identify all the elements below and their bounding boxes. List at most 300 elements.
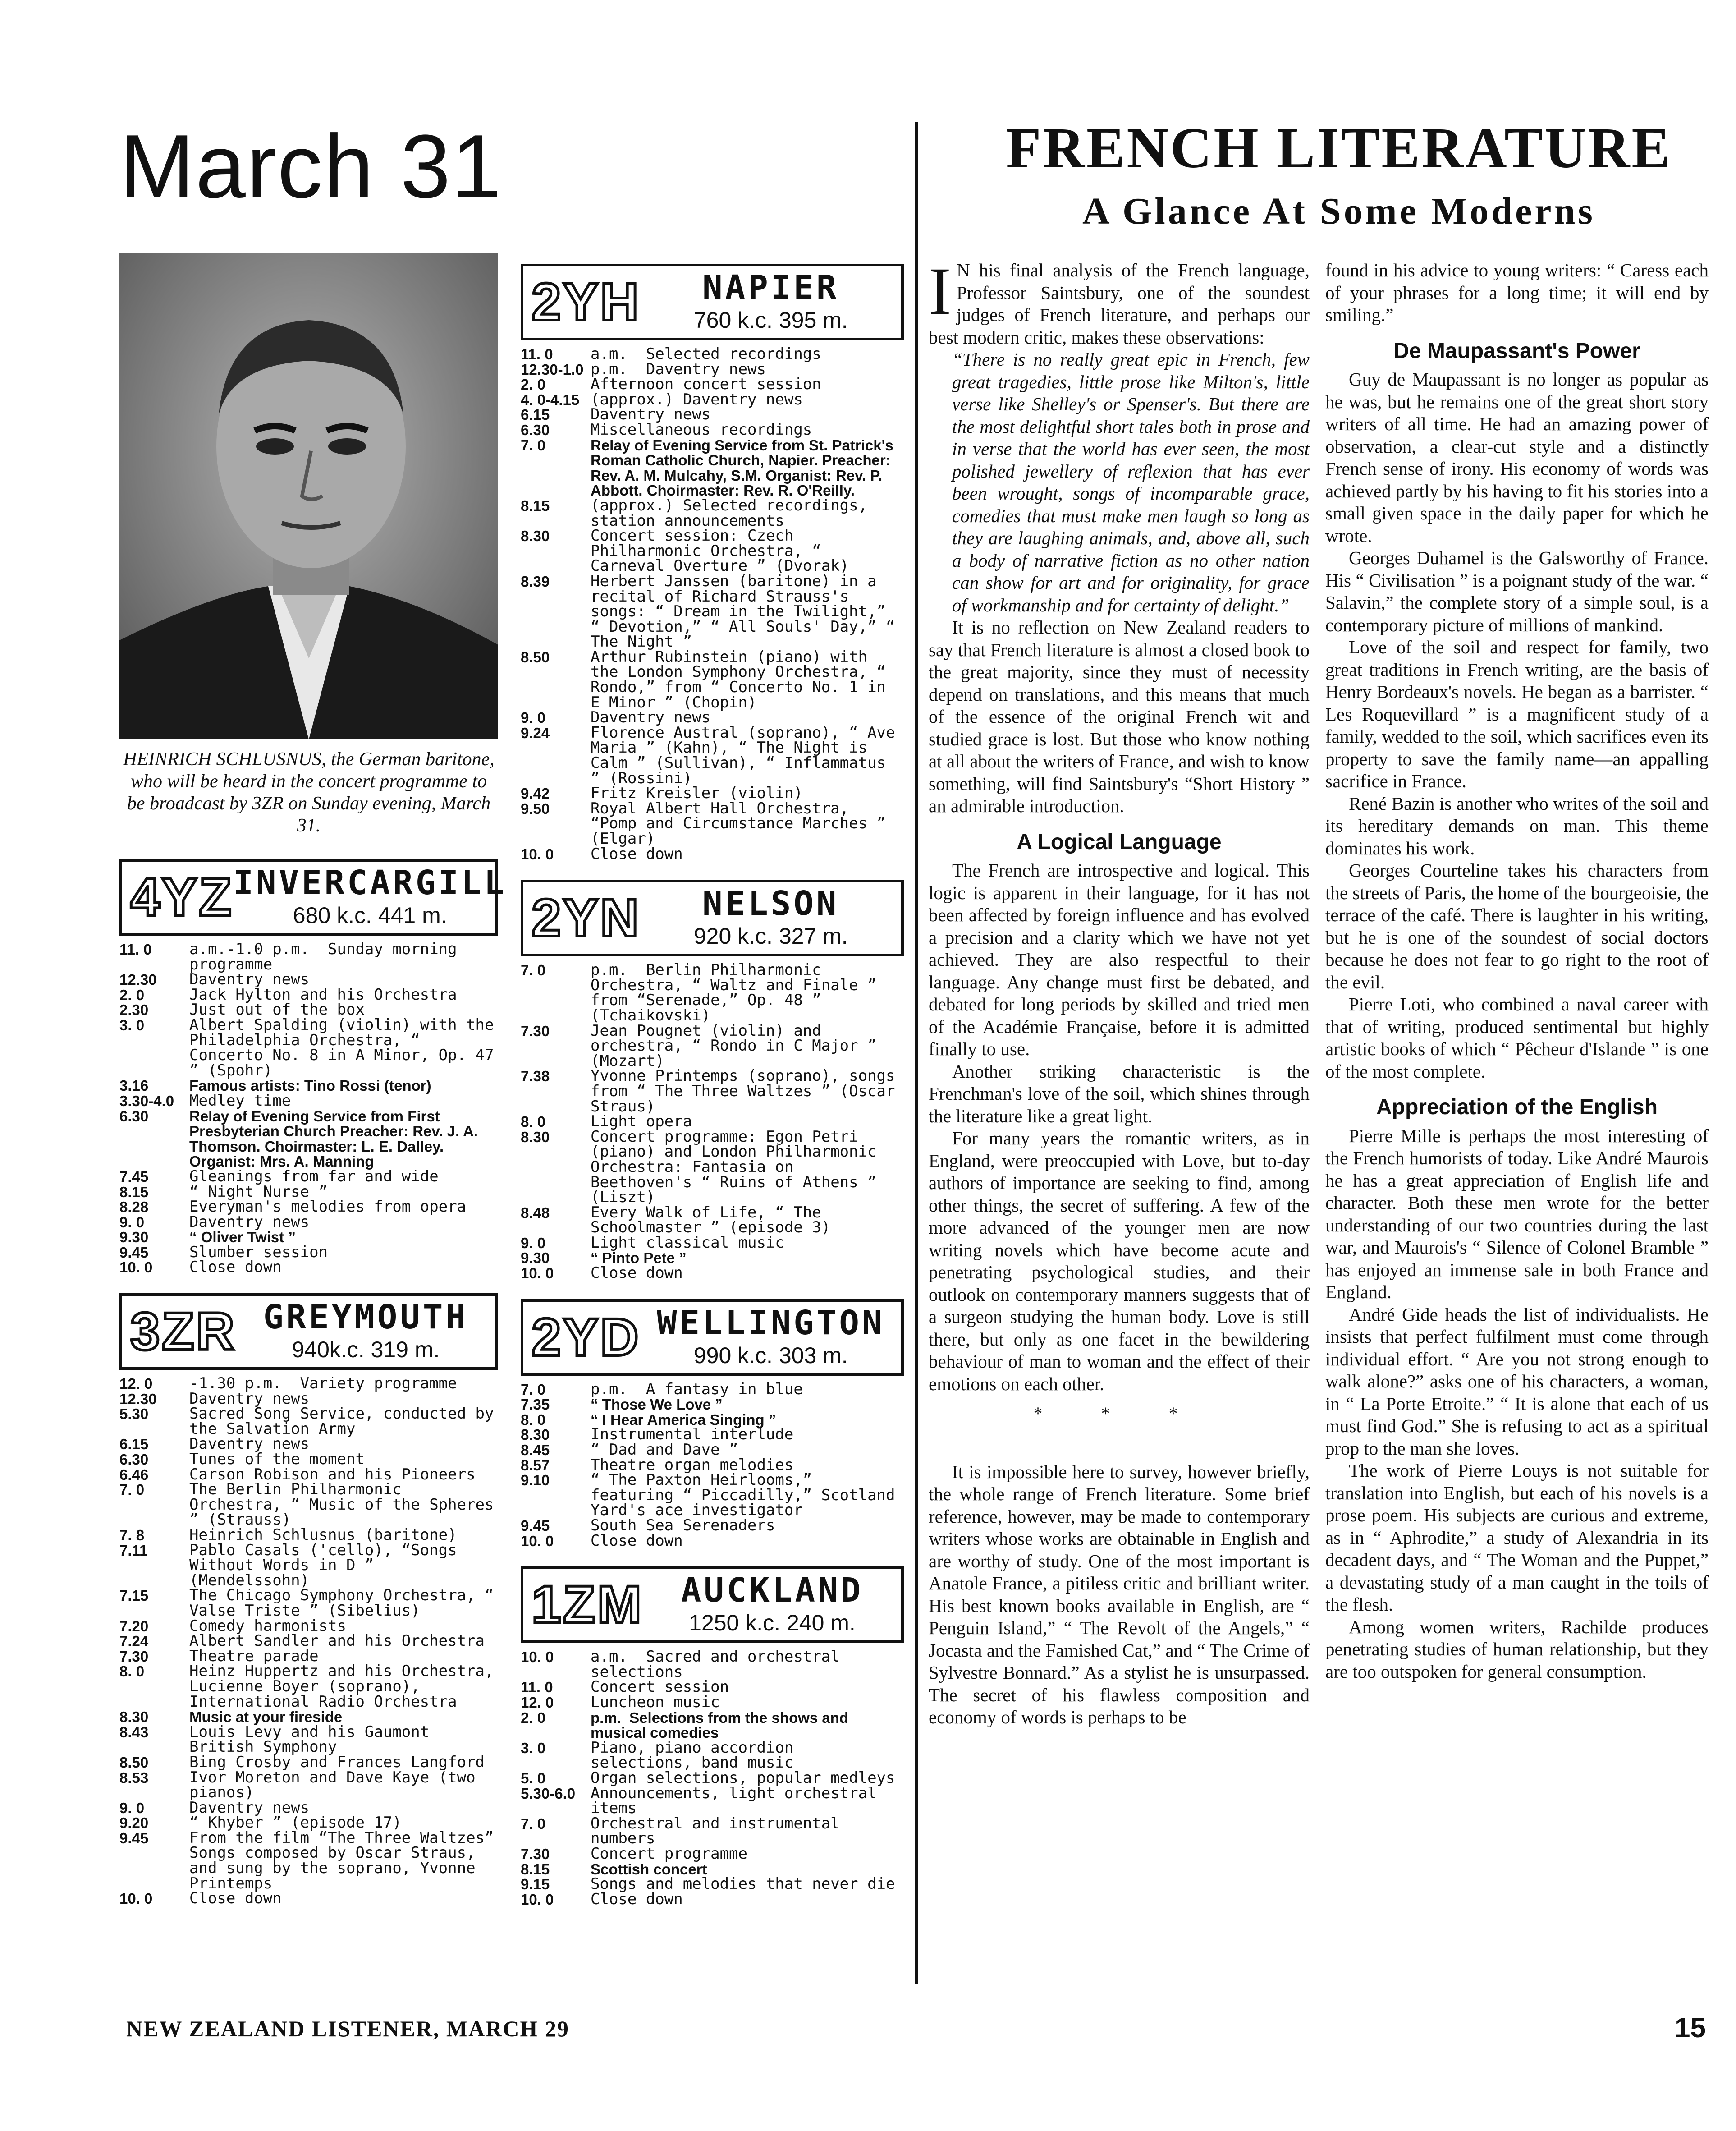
schedule-description: Carson Robison and his Pioneers [189, 1465, 476, 1483]
schedule-description: “ Those We Love ” [591, 1396, 723, 1413]
schedule-description: Daventry news [591, 405, 711, 424]
station-frequency: 940k.c. 319 m. [292, 1337, 440, 1363]
article-paragraph: André Gide heads the list of individualists. He insists that perfect fulfilment must come through individual effort. “ Are you not strong enough to walk alone?” asks one of his characters, a woman, in “ La Porte Etroite.” “ It is alone that each of us must find God.” She is refusing to act as a spiritual prop to the man she loves. [1325, 1304, 1709, 1459]
schedule-row [119, 1467, 498, 1483]
schedule-row [119, 1755, 498, 1770]
schedule-row [521, 1695, 904, 1710]
schedule-row [119, 972, 498, 987]
schedule-description: “ The Paxton Heirlooms,” featuring “ Piccadilly,” Scotland Yard's ace investigator [591, 1471, 904, 1520]
schedule-description: (approx.) Daventry news [591, 390, 803, 409]
schedule-description: Ivor Moreton and Dave Kaye (two pianos) [189, 1768, 485, 1802]
schedule-row [521, 1473, 904, 1518]
schedule-description: Fritz Kreisler (violin) [591, 784, 803, 803]
schedule-description: The Berlin Philharmonic Orchestra, “ Music of the Spheres ” (Strauss) [189, 1480, 503, 1529]
schedule-row [119, 1093, 498, 1109]
schedule-time: 7.35 [521, 1396, 550, 1413]
article-paragraph: Love of the soil and respect for family, two great traditions in French writing, are the basis of Henry Bordeaux's novels. He began as a barrister. “ Les Roquevillard ” is a magnificent study of a family, wedded to the soil, which sacrifices even its property to save the family name—an appalling sacrifice in France. [1325, 637, 1709, 791]
schedule-time: 3. 0 [119, 1016, 145, 1033]
schedule-description: Louis Levy and his Gaumont British Symphony [189, 1722, 439, 1756]
schedule-time: 5. 0 [521, 1769, 546, 1787]
section-break-stars: * * * [1033, 1403, 1205, 1424]
schedule-row [521, 1250, 904, 1266]
schedule-time: 8.30 [119, 1708, 149, 1726]
photo-caption: HEINRICH SCHLUSNUS, the German baritone, who will be heard in the concert programme to be broadcast by 3ZR on Sunday evening, March 31. [123, 749, 495, 836]
schedule-row [521, 1710, 904, 1741]
schedule-time: 8. 0 [521, 1113, 546, 1130]
schedule-row [521, 1397, 904, 1412]
schedule-time: 3.16 [119, 1077, 149, 1094]
schedule-time: 8.30 [521, 528, 550, 545]
schedule-description: Daventry news [189, 1435, 310, 1453]
schedule-description: Heinz Huppertz and his Orchestra, Lucienne Boyer (soprano), International Radio Orchestra [189, 1662, 503, 1711]
schedule-row [119, 1722, 498, 1756]
column-divider [915, 122, 918, 1984]
portrait-image [119, 253, 498, 739]
schedule-row [119, 1078, 498, 1093]
schedule-description: Everyman's melodies from opera [189, 1198, 467, 1216]
schedule-time: 7.20 [119, 1617, 149, 1635]
schedule-row [521, 801, 904, 847]
schedule-description: “ Oliver Twist ” [189, 1229, 296, 1246]
schedule-description: Royal Albert Hall Orchestra, “Pomp and Circumstance Marches ” (Elgar) [591, 799, 895, 848]
station-name: INVERCARGILL [233, 863, 507, 902]
schedule-row [521, 1427, 904, 1442]
section-heading: A Logical Language [1017, 830, 1222, 854]
schedule-row [119, 1543, 498, 1589]
schedule-column-left [119, 859, 507, 1908]
schedule-time: 5.30-6.0 [521, 1785, 576, 1802]
schedule-row [521, 420, 904, 439]
schedule-time: 9.24 [521, 724, 550, 741]
article-paragraph: Georges Courteline takes his characters from the streets of Paris, the home of the bourgeoisie, the terrace of the café. There is laughter in his writing, but he is one of the soundest of social doctors because he does not fear to go right to the root of the evil. [1325, 860, 1709, 992]
schedule-time: 8.50 [119, 1754, 149, 1771]
schedule-row [119, 1199, 498, 1215]
schedule-row [521, 1127, 904, 1207]
station-header-1zm [521, 1566, 904, 1643]
schedule-time: 9. 0 [521, 709, 546, 726]
schedule-description: Close down [591, 1531, 683, 1550]
paragraph-text: N his final analysis of the French language, Professor Saintsbury, one of the soundest judges of French literature, and perhaps our best modern critic, makes these observations: [929, 260, 1310, 348]
schedule-row [119, 1405, 503, 1438]
schedule-description: Close down [189, 1889, 282, 1908]
schedule-description: p.m. Daventry news [591, 360, 766, 378]
schedule-time: 10. 0 [119, 1259, 153, 1276]
station-name: WELLINGTON [657, 1303, 885, 1342]
schedule-description: Miscellaneous recordings [591, 420, 812, 439]
schedule-time: 9.15 [521, 1876, 550, 1893]
schedule-description: a.m. Selected recordings [591, 345, 821, 363]
schedule-row [521, 362, 904, 377]
schedule-time: 12.30 [119, 971, 157, 988]
schedule-description: p.m. A fantasy in blue [591, 1380, 803, 1398]
schedule-description: Albert Sandler and his Orchestra [189, 1632, 485, 1650]
schedule-description: Close down [591, 845, 683, 863]
schedule-description: Daventry news [189, 1798, 310, 1817]
schedule-time: 8.43 [119, 1723, 149, 1741]
schedule-description: Close down [591, 1890, 683, 1908]
schedule-time: 2. 0 [521, 376, 546, 393]
schedule-time: 8.30 [521, 1128, 550, 1145]
schedule-row [521, 347, 904, 362]
schedule-time: 7.30 [119, 1648, 149, 1665]
schedule-row [521, 498, 904, 528]
schedule-description: Gleanings from far and wide [189, 1167, 439, 1185]
schedule-description: Instrumental interlude [591, 1425, 794, 1444]
schedule-description: “ Khyber ” (episode 17) [189, 1814, 402, 1832]
schedule-description: Heinrich Schlusnus (baritone) [189, 1526, 457, 1544]
schedule-row [119, 1212, 498, 1231]
schedule-row [521, 1862, 904, 1877]
schedule-time: 9. 0 [119, 1213, 145, 1231]
schedule-description: Jean Pougnet (violin) and orchestra, “ Rondo in C Major ” (Mozart) [591, 1021, 886, 1070]
schedule-row [119, 1815, 498, 1831]
section-heading: De Maupassant's Power [1393, 339, 1640, 363]
schedule-row [521, 377, 904, 392]
schedule-row [119, 942, 498, 972]
schedule-row [119, 1245, 498, 1260]
schedule-description: Concert programme: Egon Petri (piano) and London Philharmonic Orchestra: Fantasia on Beethoven's “ Ruins of Athens ” (Liszt) [591, 1127, 886, 1207]
article-paragraph: Guy de Maupassant is no longer as popular as he was, but he remains one of the great short story writers of all time. He had an amazing power of observation, a clear-cut style and a distinctly French sense of irony. His economy of words was achieved partly by his having to fit his stories into a small given space in the daily paper for which he wrote. [1325, 369, 1709, 546]
schedule-time: 10. 0 [521, 1265, 554, 1282]
schedule-time: 12.30-1.0 [521, 361, 584, 378]
schedule-description: Concert session: Czech Philharmonic Orchestra, “ Carneval Overture ” (Dvorak) [591, 527, 849, 575]
schedule-row [119, 1002, 498, 1018]
schedule-row [521, 723, 904, 787]
article-paragraph: It is no reflection on New Zealand readers to say that French literature is almost a closed book to the great majority, since they must of necessity depend on translations, and this means that much of the essence of the original French wit and studied grace is lost. But those who know nothing at all about the writers of France, and wish to know something, will find Saintsbury's “Short History ” an admirable introduction. [929, 617, 1310, 816]
article-paragraph: René Bazin is another who writes of the soil and its hereditary demands on man. This theme dominates his work. [1325, 793, 1709, 859]
schedule-row [521, 1458, 904, 1473]
schedule-description: Every Walk of Life, “ The Schoolmaster ” (episode 3) [591, 1203, 831, 1237]
schedule-time: 7. 0 [521, 436, 546, 454]
schedule-description: a.m.-1.0 p.m. Sunday morning programme [189, 940, 467, 974]
station-callsign: 2YD [531, 1307, 641, 1367]
schedule-row [119, 1452, 498, 1467]
schedule-description: Daventry news [189, 1389, 310, 1408]
schedule-time: 8.15 [521, 497, 550, 514]
article-paragraph: The work of Pierre Louys is not suitable for translation into English, but each of his novels is a prose poem. His subjects are curious and extreme, as in “ Aphrodite,” a study of Alexandria in its decadent days, and “ The Woman and the Puppet,” a devastating study of a man caught in the toils of the flesh. [1325, 1460, 1709, 1615]
schedule-row [521, 1412, 904, 1428]
schedule-row [119, 1376, 498, 1392]
schedule-column-middle [521, 264, 904, 1907]
schedule-description: “ I Hear America Singing ” [591, 1411, 776, 1428]
schedule-time: 4. 0-4.15 [521, 391, 580, 408]
schedule-row [521, 1786, 904, 1816]
schedule-description: -1.30 p.m. Variety programme [189, 1374, 457, 1393]
schedule-row [119, 1800, 498, 1816]
schedule-time: 9.45 [521, 1517, 550, 1534]
schedule-description: Orchestral and instrumental numbers [591, 1814, 849, 1848]
schedule-description: p.m. Berlin Philharmonic Orchestra, “ Waltz and Finale ” from “Serenade,” Op. 48 ” (Tchaikovski) [591, 961, 886, 1024]
schedule-time: 10. 0 [521, 845, 554, 863]
schedule-row [119, 1891, 498, 1906]
schedule-time: 7.15 [119, 1587, 149, 1604]
station-name: NAPIER [702, 268, 839, 307]
station-header-2yn [521, 880, 904, 956]
schedule-description: Pablo Casals ('cello), “Songs Without Words in D ” (Mendelssohn) [189, 1541, 467, 1589]
schedule-time: 7. 0 [521, 962, 546, 979]
schedule-description: Jack Hylton and his Orchestra [189, 985, 457, 1004]
schedule-row [521, 1892, 904, 1907]
article-paragraph: The French are introspective and logical. This logic is apparent in their language, for it has not been affected by foreign influence and has evolved a precision and a clarity which we have not yet achieved. They are also respectful to their language. Any change must first be debated, and debated for long periods by skilled and tried men of the Académie Française, before it is admitted finally to use. [929, 860, 1310, 1059]
schedule-description: Close down [591, 1264, 683, 1282]
schedule-row [521, 1768, 904, 1787]
schedule-row [119, 1437, 498, 1452]
schedule-time: 7. 0 [119, 1481, 145, 1498]
schedule-description: Daventry news [189, 970, 310, 989]
schedule-row [521, 528, 904, 574]
schedule-description: Concert programme [591, 1844, 747, 1863]
schedule-time: 9.10 [521, 1472, 550, 1489]
schedule-time: 3.30-4.0 [119, 1092, 174, 1109]
schedule-description: From the film “The Three Waltzes” Songs composed by Oscar Straus, and sung by the soprano, Yvonne Printemps [189, 1828, 503, 1892]
station-frequency: 1250 k.c. 240 m. [689, 1610, 856, 1636]
station-callsign: 3ZR [130, 1302, 236, 1362]
schedule-description: Medley time [189, 1091, 291, 1110]
schedule-time: 9.50 [521, 800, 550, 817]
schedule-time: 9.20 [119, 1814, 149, 1832]
schedule-row [119, 1649, 498, 1664]
schedule-row [521, 1816, 904, 1846]
schedule-row [119, 1634, 498, 1649]
schedule-time: 8.39 [521, 573, 550, 590]
schedule-description: Scottish concert [591, 1860, 707, 1878]
schedule-description: Announcements, light orchestral items [591, 1784, 886, 1818]
schedule-description: Bing Crosby and Frances Langford [189, 1753, 485, 1771]
schedule-description: Yvonne Printemps (soprano), songs from “ The Three Waltzes ” (Oscar Straus) [591, 1067, 904, 1116]
schedule-row [521, 1266, 904, 1281]
schedule-description: Piano, piano accordion selections, band music [591, 1738, 803, 1772]
schedule-time: 12. 0 [521, 1694, 554, 1711]
schedule-row [119, 1182, 498, 1201]
schedule-description: Just out of the box [189, 1001, 365, 1019]
schedule-row [521, 1069, 904, 1114]
schedule-row [521, 1518, 904, 1534]
schedule-list-2yh [521, 347, 904, 862]
schedule-row [521, 407, 904, 423]
article-subtitle: A Glance At Some Moderns [1082, 190, 1595, 232]
schedule-time: 10. 0 [521, 1649, 554, 1666]
schedule-row [521, 1531, 904, 1550]
schedule-description: Arthur Rubinstein (piano) with the London Symphony Orchestra, “ Rondo,” from “ Concerto No. 1 in E Minor ” (Chopin) [591, 648, 895, 712]
page-date-heading: March 31 [119, 116, 503, 217]
footer-publication: NEW ZEALAND LISTENER, MARCH 29 [126, 2016, 569, 2041]
article-paragraph: Pierre Mille is perhaps the most interesting of the French humorists of today. Like André Maurois he has a great appreciation of English life and character. Both these men wrote for the better understanding of our two countries during the last war, and Maurois's “ Silence of Colonel Bramble ” has enjoyed an immense sale in both France and England. [1325, 1125, 1709, 1302]
schedule-row [119, 1709, 498, 1725]
schedule-time: 2. 0 [521, 1709, 546, 1726]
schedule-time: 10. 0 [119, 1890, 153, 1907]
schedule-time: 7.11 [119, 1542, 148, 1559]
schedule-time: 8.28 [119, 1199, 149, 1216]
schedule-list-2yd [521, 1382, 904, 1549]
schedule-row [521, 438, 904, 498]
schedule-row [119, 1480, 503, 1529]
schedule-time: 7.30 [521, 1022, 550, 1039]
station-callsign: 2YH [531, 272, 641, 332]
article-paragraph: found in his advice to young writers: “ Caress each of your phrases for a long time; it will end by smiling.” [1325, 260, 1709, 325]
schedule-row [119, 987, 498, 1003]
schedule-row [119, 1770, 498, 1800]
schedule-description: Famous artists: Tino Rossi (tenor) [189, 1077, 431, 1094]
schedule-time: 2.30 [119, 1001, 149, 1019]
schedule-row [119, 1619, 498, 1634]
schedule-description: “ Night Nurse ” [189, 1182, 328, 1201]
schedule-row [521, 650, 904, 710]
schedule-description: The Chicago Symphony Orchestra, “ Valse Triste ” (Sibelius) [189, 1586, 503, 1620]
station-frequency: 680 k.c. 441 m. [293, 903, 447, 928]
schedule-time: 8.15 [119, 1183, 149, 1200]
station-name: AUCKLAND [681, 1571, 864, 1610]
schedule-description: Close down [189, 1258, 282, 1277]
schedule-row [521, 1235, 904, 1251]
schedule-description: Albert Spalding (violin) with the Philadelphia Orchestra, “ Concerto No. 8 in A Minor, Op. 47 ” (Spohr) [189, 1015, 503, 1079]
portrait-photo [119, 253, 498, 739]
schedule-time: 6.15 [119, 1436, 149, 1453]
schedule-time: 7.38 [521, 1068, 550, 1085]
article-paragraph: Among women writers, Rachilde produces penetrating studies of human relationship, but they are too outspoken for general consumption. [1325, 1616, 1709, 1682]
schedule-time: 6.15 [521, 406, 550, 423]
schedule-row [119, 1828, 503, 1892]
schedule-row [521, 574, 904, 650]
schedule-time: 2. 0 [119, 986, 145, 1003]
schedule-time: 3. 0 [521, 1739, 546, 1756]
schedule-time: 6.46 [119, 1466, 149, 1483]
schedule-row [521, 1846, 904, 1862]
schedule-description: a.m. Sacred and orchestral selections [591, 1648, 849, 1681]
schedule-row [521, 1442, 904, 1458]
schedule-row [521, 710, 904, 726]
schedule-row [521, 1877, 904, 1892]
schedule-time: 8.48 [521, 1204, 550, 1221]
station-header-2yh [521, 264, 904, 340]
schedule-time: 12.30 [119, 1390, 157, 1407]
schedule-time: 7.24 [119, 1633, 149, 1650]
article-paragraph: Another striking characteristic is the Frenchman's love of the soil, which shines through the literature like a great light. [929, 1061, 1310, 1126]
schedule-row [119, 1586, 503, 1620]
schedule-description: (approx.) Selected recordings, station announcements [591, 496, 877, 530]
schedule-description: Music at your fireside [189, 1708, 343, 1726]
schedule-description: Daventry news [189, 1212, 310, 1231]
schedule-row [119, 1528, 498, 1543]
schedule-time: 12. 0 [119, 1375, 153, 1392]
schedule-row [119, 1662, 503, 1711]
schedule-time: 9.30 [521, 1249, 550, 1267]
station-callsign: 2YN [531, 888, 641, 948]
schedule-row [521, 847, 904, 862]
schedule-description: “ Pinto Pete ” [591, 1249, 687, 1267]
station-header-3zr [119, 1293, 498, 1370]
article-paragraph: Pierre Loti, who combined a naval career with that of writing, produced sentimental but highly artistic books of which “ Pêcheur d'Islande ” is one of the most complete. [1325, 994, 1709, 1082]
schedule-time: 7. 0 [521, 1815, 546, 1832]
schedule-time: 8.15 [521, 1860, 550, 1878]
schedule-time: 9. 0 [119, 1799, 145, 1816]
schedule-time: 8.45 [521, 1442, 550, 1459]
schedule-time: 7. 8 [119, 1527, 145, 1543]
schedule-time: 11. 0 [119, 941, 152, 958]
schedule-row [521, 1382, 904, 1397]
schedule-row [119, 1260, 498, 1275]
schedule-description: Luncheon music [591, 1693, 720, 1711]
schedule-row [119, 1109, 498, 1169]
schedule-time: 10. 0 [521, 1532, 554, 1549]
schedule-time: 11. 0 [521, 1679, 553, 1696]
schedule-time: 8. 0 [521, 1411, 546, 1428]
schedule-time: 9.45 [119, 1244, 149, 1261]
station-frequency: 990 k.c. 303 m. [693, 1342, 848, 1368]
schedule-description: Theatre parade [189, 1647, 319, 1665]
schedule-time: 6.30 [119, 1107, 149, 1125]
schedule-row [521, 963, 904, 1023]
schedule-description: Light classical music [591, 1233, 784, 1252]
schedule-list-1zm [521, 1649, 904, 1907]
schedule-time: 8. 0 [119, 1663, 145, 1680]
schedule-row [521, 1205, 904, 1235]
schedule-time: 8.53 [119, 1769, 149, 1786]
schedule-time: 9.42 [521, 785, 550, 802]
schedule-time: 9.30 [119, 1229, 149, 1246]
schedule-description: Songs and melodies that never die [591, 1875, 895, 1893]
schedule-description: Theatre organ melodies [591, 1456, 794, 1474]
schedule-time: 6.30 [119, 1451, 149, 1468]
article-column-right [1325, 259, 1709, 1683]
schedule-description: Relay of Evening Service from First Presbyterian Church Preacher: Rev. J. A. Thomson. Choirmaster: L. E. Dalley. Organist: Mrs. A. Manning [189, 1107, 482, 1170]
station-frequency: 760 k.c. 395 m. [693, 308, 848, 333]
schedule-description: Concert session [591, 1678, 729, 1696]
schedule-description: Comedy harmonists [189, 1617, 346, 1635]
article-paragraph: For many years the romantic writers, as in England, were preoccupied with Love, but to-day authors of importance are seeking to find, among other things, the secret of suffering. A few of the more advanced of the younger men are now writing novels which have become acute and penetrating psychological studies, and their outlook on contemporary manners suggests that of a surgeon studying the human body. Love is still there, but only as one facet in the bewildering behaviour of man to woman and the effect of their emotions on each other. [929, 1128, 1310, 1394]
schedule-time: 5.30 [119, 1405, 149, 1423]
schedule-description: Sacred Song Service, conducted by the Salvation Army [189, 1405, 503, 1438]
schedule-description: Afternoon concert session [591, 375, 821, 394]
station-callsign: 1ZM [531, 1575, 643, 1635]
schedule-list-2yn [521, 963, 904, 1281]
station-header-2yd [521, 1299, 904, 1376]
schedule-row [119, 1015, 503, 1079]
schedule-description: “ Dad and Dave ” [591, 1441, 738, 1459]
page-number: 15 [1675, 2012, 1706, 2044]
schedule-row [119, 1169, 498, 1185]
schedule-description: Florence Austral (soprano), “ Ave Maria ” (Kahn), “ The Night is Calm ” (Sullivan), “ Inflammatus ” (Rossini) [591, 723, 904, 787]
schedule-description: Tunes of the moment [189, 1450, 365, 1469]
schedule-description: Organ selections, popular medleys [591, 1768, 895, 1787]
schedule-description: p.m. Selections from the shows and musical comedies [591, 1709, 853, 1741]
station-callsign: 4YZ [130, 868, 234, 927]
schedule-time: 10. 0 [521, 1891, 554, 1908]
schedule-time: 11. 0 [521, 346, 553, 363]
station-name: GREYMOUTH [263, 1298, 468, 1337]
schedule-list-4yz [119, 940, 503, 1277]
schedule-time: 7.45 [119, 1168, 149, 1185]
schedule-description: Slumber session [189, 1243, 328, 1261]
schedule-row [521, 786, 904, 801]
schedule-row [521, 1114, 904, 1130]
schedule-row [521, 1021, 904, 1070]
schedule-time: 7. 0 [521, 1381, 546, 1398]
drop-cap: I [929, 254, 951, 329]
schedule-row [119, 1389, 498, 1408]
article-paragraph: It is impossible here to survey, however briefly, the whole range of French literature. Some brief reference, however, may be made to contemporary writers whose works are obtainable in English and are worthy of study. One of the most important is Anatole France, a pitiless critic and brilliant writer. His best known books available in English, are “ Penguin Island,” “ The Revolt of the Angels,” “ Jocasta and the Famished Cat,” and “ The Crime of Sylvestre Bonnard.” As a stylist he is unsurpassed. The secret of his flawless composition and economy of words is perhaps to be [929, 1461, 1310, 1727]
schedule-description: South Sea Serenaders [591, 1516, 775, 1534]
schedule-time: 9. 0 [521, 1234, 546, 1251]
schedule-description: Herbert Janssen (baritone) in a recital of Richard Strauss's songs: “ Dream in the Twilight,” “ Devotion,” “ All Souls' Day,” “ The Night ” [591, 572, 904, 651]
station-name: NELSON [702, 884, 839, 923]
schedule-list-3zr [119, 1374, 503, 1908]
article-paragraph: Georges Duhamel is the Galsworthy of France. His “ Civilisation ” is a poignant study of the war. “ Salavin,” the complete story of a simple soul, is a contemporary picture of millions of mankind. [1325, 547, 1709, 635]
schedule-time: 7.30 [521, 1845, 550, 1862]
schedule-time: 8.57 [521, 1456, 550, 1474]
schedule-time: 8.50 [521, 648, 550, 666]
station-frequency: 920 k.c. 327 m. [693, 923, 848, 949]
schedule-row [521, 1649, 904, 1680]
